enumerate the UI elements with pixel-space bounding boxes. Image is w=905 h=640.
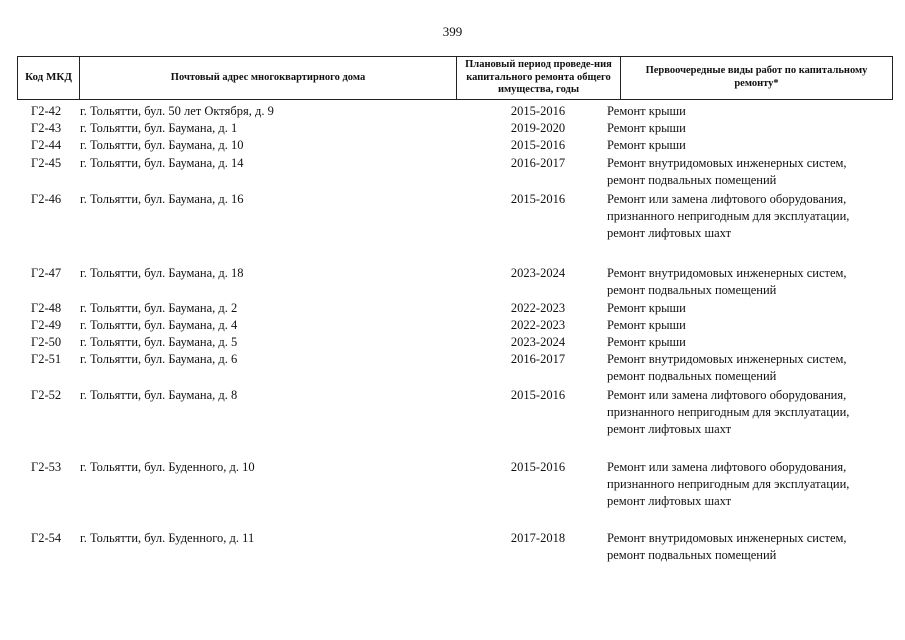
- works-line: Ремонт крыши: [607, 335, 686, 349]
- cell-address: г. Тольятти, бул. Баумана, д. 10: [80, 138, 244, 152]
- works-line: Ремонт или замена лифтового оборудования,: [607, 460, 847, 474]
- cell-works: [607, 317, 897, 334]
- cell-code: Г2-52: [31, 388, 62, 402]
- works-line: Ремонт внутридомовых инженерных систем,: [607, 266, 847, 280]
- cell-code: Г2-42: [31, 104, 62, 118]
- cell-address: г. Тольятти, бул. Баумана, д. 2: [80, 301, 238, 315]
- cell-code: Г2-50: [31, 335, 62, 349]
- works-line: ремонт подвальных помещений: [607, 173, 777, 187]
- works-line: Ремонт крыши: [607, 104, 686, 118]
- cell-period: 2022-2023: [510, 318, 566, 332]
- cell-works: [607, 300, 897, 317]
- cell-period: 2015-2016: [510, 138, 566, 152]
- cell-period: 2016-2017: [510, 156, 566, 170]
- works-line: признанного непригодным для эксплуатации,: [607, 209, 850, 223]
- cell-code: Г2-43: [31, 121, 62, 135]
- works-line: Ремонт крыши: [607, 318, 686, 332]
- header-period: Плановый период проведе-ния капитального ремонта общего имущества, годы: [457, 57, 621, 99]
- cell-works: [607, 265, 897, 299]
- cell-works: [607, 387, 897, 438]
- table-header: [17, 56, 893, 100]
- cell-address: г. Тольятти, бул. Баумана, д. 18: [80, 266, 244, 280]
- cell-address: г. Тольятти, бул. Баумана, д. 8: [80, 388, 238, 402]
- cell-address: г. Тольятти, бул. Буденного, д. 10: [80, 460, 255, 474]
- works-line: ремонт подвальных помещений: [607, 369, 777, 383]
- works-line: Ремонт крыши: [607, 138, 686, 152]
- works-line: Ремонт крыши: [607, 301, 686, 315]
- cell-works: [607, 120, 897, 137]
- works-line: Ремонт крыши: [607, 121, 686, 135]
- cell-code: Г2-45: [31, 156, 62, 170]
- cell-period: 2015-2016: [510, 104, 566, 118]
- cell-period: 2017-2018: [510, 531, 566, 545]
- header-works: Первоочередные виды работ по капитальному ремонту*: [645, 65, 868, 89]
- cell-code: Г2-46: [31, 192, 62, 206]
- cell-works: [607, 155, 897, 189]
- cell-period: 2016-2017: [510, 352, 566, 366]
- page-number: 399: [442, 24, 463, 39]
- cell-code: Г2-47: [31, 266, 62, 280]
- works-line: Ремонт внутридомовых инженерных систем,: [607, 531, 847, 545]
- cell-code: Г2-49: [31, 318, 62, 332]
- works-line: Ремонт или замена лифтового оборудования,: [607, 192, 847, 206]
- cell-address: г. Тольятти, бул. Баумана, д. 4: [80, 318, 238, 332]
- works-line: ремонт подвальных помещений: [607, 548, 777, 562]
- works-line: признанного непригодным для эксплуатации,: [607, 405, 850, 419]
- cell-works: [607, 103, 897, 120]
- cell-address: г. Тольятти, бул. Баумана, д. 6: [80, 352, 238, 366]
- cell-period: 2019-2020: [510, 121, 566, 135]
- cell-address: г. Тольятти, бул. Баумана, д. 5: [80, 335, 238, 349]
- works-line: Ремонт внутридомовых инженерных систем,: [607, 352, 847, 366]
- works-line: Ремонт внутридомовых инженерных систем,: [607, 156, 847, 170]
- cell-works: [607, 459, 897, 510]
- cell-period: 2023-2024: [510, 335, 566, 349]
- works-line: Ремонт или замена лифтового оборудования,: [607, 388, 847, 402]
- works-line: ремонт лифтовых шахт: [607, 494, 732, 508]
- cell-works: [607, 137, 897, 154]
- cell-code: Г2-44: [31, 138, 62, 152]
- works-line: ремонт лифтовых шахт: [607, 422, 732, 436]
- header-code: Код МКД: [18, 57, 80, 99]
- cell-address: г. Тольятти, бул. 50 лет Октября, д. 9: [80, 104, 274, 118]
- works-line: признанного непригодным для эксплуатации,: [607, 477, 850, 491]
- cell-works: [607, 351, 897, 385]
- cell-address: г. Тольятти, бул. Буденного, д. 11: [80, 531, 255, 545]
- header-address: Почтовый адрес многоквартирного дома: [80, 57, 457, 99]
- cell-address: г. Тольятти, бул. Баумана, д. 14: [80, 156, 244, 170]
- cell-period: 2015-2016: [510, 388, 566, 402]
- cell-works: [607, 334, 897, 351]
- cell-works: [607, 191, 897, 242]
- cell-period: 2015-2016: [510, 460, 566, 474]
- cell-works: [607, 530, 897, 564]
- works-line: ремонт подвальных помещений: [607, 283, 777, 297]
- cell-period: 2015-2016: [510, 192, 566, 206]
- cell-address: г. Тольятти, бул. Баумана, д. 16: [80, 192, 244, 206]
- works-line: ремонт лифтовых шахт: [607, 226, 732, 240]
- cell-code: Г2-51: [31, 352, 62, 366]
- cell-code: Г2-53: [31, 460, 62, 474]
- cell-code: Г2-48: [31, 301, 62, 315]
- cell-period: 2023-2024: [510, 266, 566, 280]
- cell-period: 2022-2023: [510, 301, 566, 315]
- cell-address: г. Тольятти, бул. Баумана, д. 1: [80, 121, 238, 135]
- cell-code: Г2-54: [31, 531, 62, 545]
